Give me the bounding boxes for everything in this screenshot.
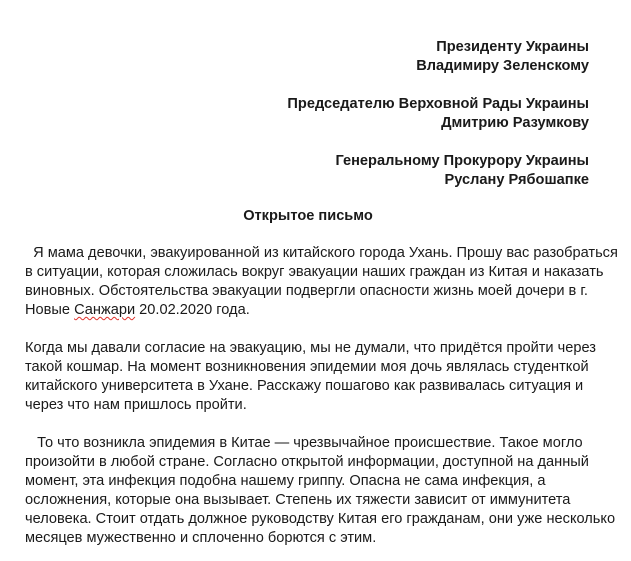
paragraph-line: То что возникла эпидемия в Китае — чрезвычайное происшествие. Такое могло [25,435,583,451]
addressee-president [416,38,589,76]
paragraph-line: произойти в любой стране. Согласно открытой информации, доступной на данный [25,454,589,470]
addressee-prosecutor [335,152,589,190]
paragraph-line: человека. Стоит отдать должное руководству Китая его гражданам, они уже несколько [25,511,616,527]
paragraph-line-with-spellcheck [25,301,605,320]
text-fragment: Новые [25,302,75,318]
paragraph-line: в ситуации, которая сложилась вокруг эвакуации наших граждан из Китая и наказать [25,264,604,280]
paragraph-line: месяцев мужественно и сплоченно борются с этим. [25,530,377,546]
paragraph-line: такой кошмар. На момент возникновения эпидемии моя дочь являлась студенткой [25,359,589,375]
addressee-name: Владимиру Зеленскому [416,58,589,74]
addressee-title: Президенту Украины [436,39,589,55]
paragraph-line: виновных. Обстоятельства эвакуации подвергли опасности жизнь моей дочери в г. [25,283,588,299]
addressee-rada-chairman [287,95,589,133]
paragraph-3 [25,434,616,548]
letter-title: Открытое письмо [243,208,373,224]
addressee-title: Председателю Верховной Рады Украины [287,96,589,112]
addressee-name: Руслану Рябошапке [444,172,589,188]
paragraph-line: Я мама девочки, эвакуированной из китайского города Ухань. Прошу вас разобраться [25,245,618,261]
addressee-name: Дмитрию Разумкову [441,115,589,131]
paragraph-line: момент, эта инфекция подобна нашему гриппу. Опасна не сама инфекция, а [25,473,546,489]
paragraph-line: через что нам пришлось пройти. [25,397,247,413]
paragraph-1 [25,244,618,320]
paragraph-2 [25,339,605,415]
text-fragment: 20.02.2020 года. [135,302,250,318]
addressee-title: Генеральному Прокурору Украины [335,153,589,169]
paragraph-line: китайского университета в Ухане. Расскажу пошагово как развивалась ситуация и [25,378,584,394]
paragraph-line: Когда мы давали согласие на эвакуацию, мы не думали, что придётся пройти через [25,340,596,356]
paragraph-line: осложнения, которые она вызывает. Степень их тяжести зависит от иммунитета [25,492,571,508]
spellcheck-flagged-word[interactable]: Санжари [74,302,136,318]
